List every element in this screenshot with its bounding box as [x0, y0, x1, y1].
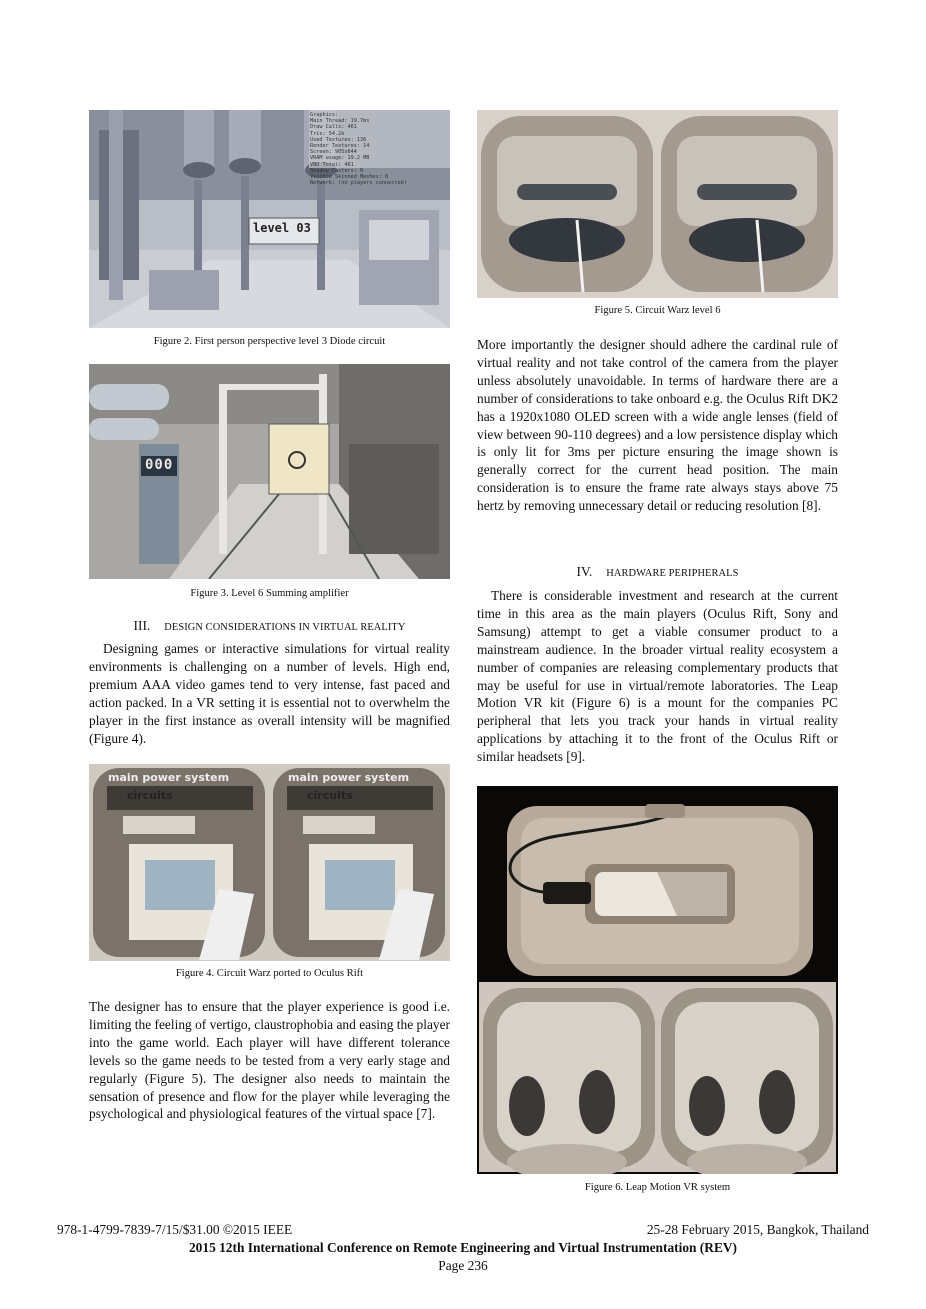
- paragraph-design: Designing games or interactive simulations for virtual reality environments is challenging on a number of levels. High end, premium AAA video games tend to very intense, fast paced and action packed. In a VR setting it is essential not to overwhelm the player in the first instance as overall intensity will be magnified (Figure 4).: [89, 641, 450, 746]
- hud-line: Main Thread: 19.7ms: [310, 118, 370, 125]
- figure-4-banner-right: main power system: [288, 771, 410, 784]
- figure-6-caption: Figure 6. Leap Motion VR system: [584, 1182, 731, 1193]
- section-4-heading: [477, 564, 838, 580]
- figure-3-image: [89, 364, 450, 579]
- hud-line: Shadow Casters: 0: [310, 167, 364, 174]
- section-3-number: III.: [133, 618, 151, 633]
- figure-2-hud: [310, 112, 450, 216]
- footer-isbn: 978-1-4799-7839-7/15/$31.00 ©2015 IEEE: [57, 1222, 293, 1237]
- section-3-title: DESIGN CONSIDERATIONS IN VIRTUAL REALITY: [164, 622, 406, 633]
- figure-3-panel-text: 000: [145, 457, 174, 473]
- footer-conference: 2015 12th International Conference on Remote Engineering and Virtual Instrumentation (REV): [188, 1240, 737, 1255]
- hud-line: Network: (no players connected): [310, 180, 407, 187]
- hud-line: Screen: 905x644: [310, 149, 357, 156]
- paragraph-player: The designer has to ensure that the player experience is good i.e. limiting the feeling of vertigo, claustrophobia and easing the player into the game world. Each player will have different tolerance levels so the game needs to be tested from a very early stage and regularly (Figure 5). The designer also needs to maintain the sensation of presence and flow for the player while leveraging the psychological and physiological features of the virtual space [7].: [89, 999, 450, 1122]
- hud-line: VRAM usage: 19.2 MB: [310, 155, 370, 162]
- section-3-heading: [89, 618, 450, 634]
- figure-5-image: [477, 110, 838, 298]
- figure-4-label-right: circuits: [307, 789, 353, 802]
- figure-4-banner-left: main power system: [108, 771, 230, 784]
- hud-line: Tris: 54.2k: [310, 130, 345, 137]
- hud-line: Visible Skinned Meshes: 0: [310, 174, 389, 181]
- figure-5-caption: Figure 5. Circuit Warz level 6: [594, 305, 721, 316]
- figure-4-caption: Figure 4. Circuit Warz ported to Oculus Rift: [175, 968, 364, 979]
- footer-page-number: Page 236: [438, 1258, 488, 1273]
- section-4-title: HARDWARE PERIPHERALS: [606, 568, 739, 579]
- hud-line: Draw Calls: 461: [310, 124, 357, 131]
- figure-2-caption: Figure 2. First person perspective level 3 Diode circuit: [153, 336, 386, 347]
- hud-line: Render Textures: 14: [310, 143, 370, 150]
- paragraph-cardinal: More importantly the designer should adhere the cardinal rule of virtual reality and not take control of the camera from the player unless absolutely unavoidable. In terms of hardware there are a number of considerations to take onboard e.g. the Oculus Rift DK2 has a 1920x1080 OLED screen with a wide angle lenses (field of view between 90-110 degrees) and a low persistence display which is only lit for 3ms per picture ensuring the image shown is generally correct for the current head position. The main consideration is to ensure the frame rate always stays above 75 hertz by removing unnecessary detail or reducing resolution [8].: [477, 337, 838, 514]
- hud-line: Used Textures: 136: [310, 136, 367, 143]
- section-4-number: IV.: [576, 564, 593, 579]
- figure-4-label-left: circuits: [127, 789, 173, 802]
- figure-3-caption: Figure 3. Level 6 Summing amplifier: [190, 588, 349, 599]
- hud-line: Graphics:: [310, 112, 339, 118]
- figure-2-sign-text: level 03: [253, 221, 311, 235]
- hud-line: VBO Total: 461: [310, 161, 354, 168]
- figure-6-image: [477, 786, 838, 1174]
- paragraph-hardware: There is considerable investment and research at the current time in this area as the main players (Oculus Rift, Sony and Samsung) attempt to get a viable consumer product to a mainstream audience. In the broader virtual reality ecosystem a number of companies are releasing complementary products that may be useful for use in virtual/remote laboratories. The Leap Motion VR kit (Figure 6) is a mount for the companies PC peripheral that lets you track your hands in virtual reality applications by attaching it to the front of the Oculus Rift or similar headsets [9].: [477, 588, 838, 765]
- footer-date-place: 25-28 February 2015, Bangkok, Thailand: [646, 1222, 869, 1237]
